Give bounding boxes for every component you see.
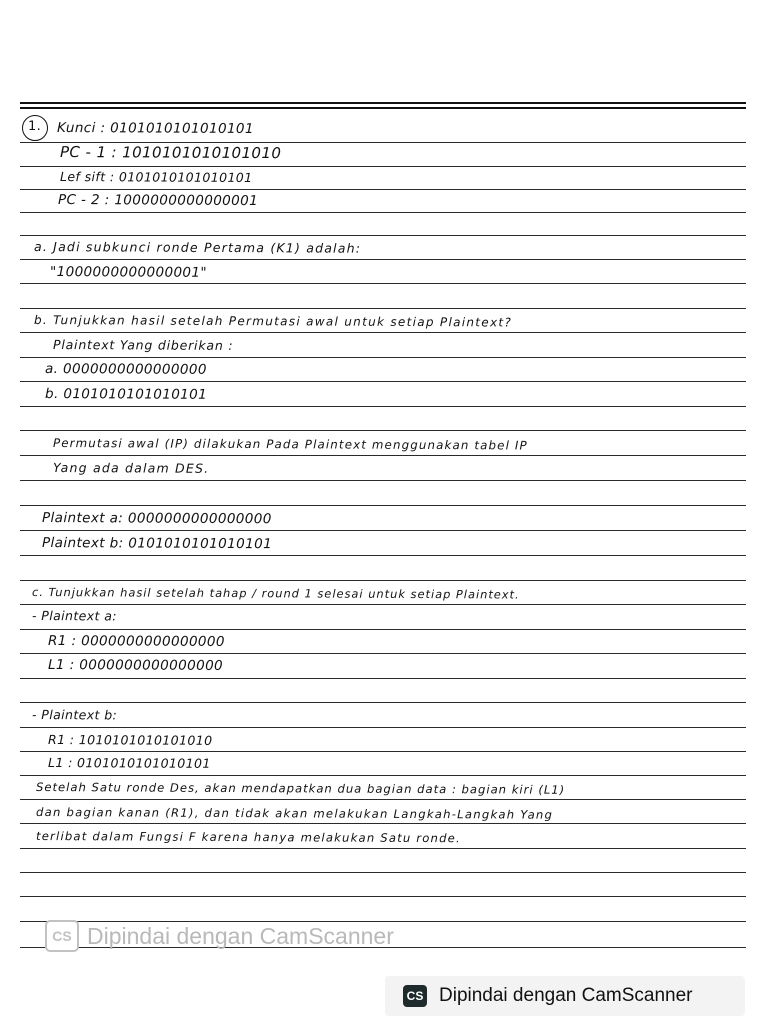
top-rule — [20, 102, 746, 104]
b-plaintext-b: b. 0101010101010101 — [44, 386, 208, 403]
left-shift-line: Lef sift : 0101010101010101 — [59, 169, 253, 186]
camscanner-badge — [385, 976, 745, 1016]
notebook-rule — [20, 505, 746, 506]
ip-explanation-1: Permutasi awal (IP) dilakukan Pada Plaintext menggunakan tabel IP — [52, 436, 528, 453]
pc1-line: PC - 1 : 1010101010101010 — [59, 143, 282, 163]
c-plaintext-a-label: - Plaintext a: — [31, 608, 117, 624]
conclusion-line-1: Setelah Satu ronde Des, akan mendapatkan dua bagian data : bagian kiri (L1) — [35, 780, 566, 797]
notebook-rule — [20, 259, 746, 260]
notebook-rule — [20, 604, 746, 605]
pc2-line: PC - 2 : 1000000000000001 — [57, 192, 259, 210]
notebook-rule — [20, 455, 746, 456]
notebook-rule — [20, 189, 746, 190]
notebook-rule — [20, 166, 746, 167]
notebook-rule — [20, 896, 746, 897]
plaintext-b-result: Plaintext b: 0101010101010101 — [41, 535, 273, 553]
notebook-rule — [20, 283, 746, 284]
camscanner-watermark-text: Dipindai dengan CamScanner — [87, 922, 394, 949]
a-answer: "1000000000000001" — [49, 264, 208, 281]
notebook-rule — [20, 555, 746, 556]
notebook-rule — [20, 430, 746, 431]
b-heading: b. Tunjukkan hasil setelah Permutasi awal untuk setiap Plaintext? — [33, 313, 513, 330]
notebook-rule — [20, 629, 746, 630]
c-l1-a: L1 : 0000000000000000 — [47, 657, 224, 674]
kunci-line: Kunci : 0101010101010101 — [56, 120, 254, 138]
c-heading: c. Tunjukkan hasil setelah tahap / round 1 selesai untuk setiap Plaintext. — [31, 585, 520, 602]
notebook-rule — [20, 332, 746, 333]
camscanner-watermark — [45, 920, 394, 952]
camscanner-badge-text: Dipindai dengan CamScanner — [439, 985, 693, 1006]
b-plaintext-a: a. 0000000000000000 — [44, 361, 207, 378]
notebook-rule — [20, 381, 746, 382]
notebook-rule — [20, 848, 746, 849]
notebook-rule — [20, 580, 746, 581]
notebook-rule — [20, 775, 746, 776]
notebook-rule — [20, 357, 746, 358]
notebook-rule — [20, 530, 746, 531]
notebook-rule — [20, 872, 746, 873]
notebook-rule — [20, 308, 746, 309]
notebook-rule — [20, 212, 746, 213]
notebook-rule — [20, 727, 746, 728]
notebook-rule — [20, 702, 746, 703]
notebook-rule — [20, 823, 746, 824]
question-number: 1. — [27, 119, 42, 135]
notebook-rule — [20, 678, 746, 679]
notebook-rule — [20, 751, 746, 752]
b-given: Plaintext Yang diberikan : — [52, 337, 234, 353]
ip-explanation-2: Yang ada dalam DES. — [52, 460, 210, 476]
plaintext-a-result: Plaintext a: 0000000000000000 — [41, 510, 272, 528]
top-rule-2 — [20, 107, 746, 109]
conclusion-line-3: terlibat dalam Fungsi F karena hanya melakukan Satu ronde. — [35, 829, 461, 846]
c-l1-b: L1 : 0101010101010101 — [47, 755, 211, 771]
camscanner-badge-logo-icon: CS — [403, 985, 427, 1007]
c-r1-a: R1 : 0000000000000000 — [47, 633, 225, 650]
camscanner-logo-icon: CS — [45, 920, 79, 952]
a-heading: a. Jadi subkunci ronde Pertama (K1) adalah: — [33, 239, 362, 256]
notebook-rule — [20, 406, 746, 407]
notebook-rule — [20, 235, 746, 236]
c-r1-b: R1 : 1010101010101010 — [47, 732, 213, 748]
notebook-rule — [20, 799, 746, 800]
notebook-rule — [20, 480, 746, 481]
c-plaintext-b-label: - Plaintext b: — [31, 707, 118, 723]
conclusion-line-2: dan bagian kanan (R1), dan tidak akan melakukan Langkah-Langkah Yang — [35, 805, 554, 822]
notebook-rule — [20, 653, 746, 654]
